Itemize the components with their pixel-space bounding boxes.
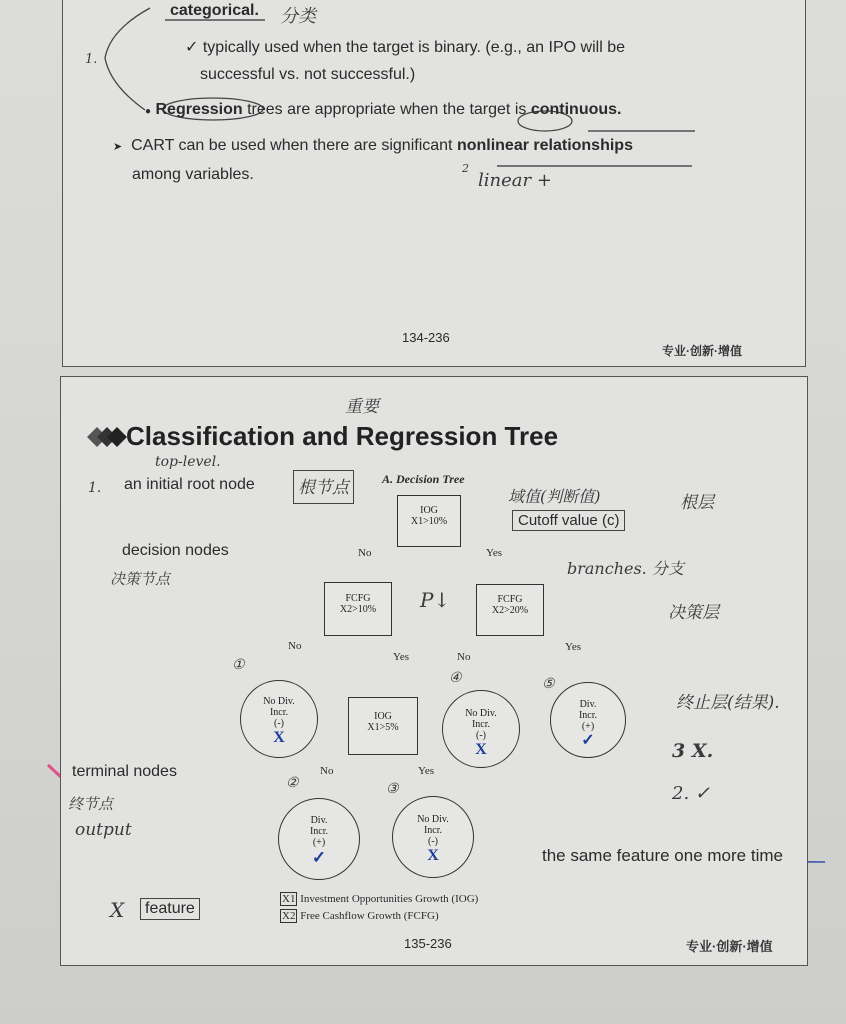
legend-row-2	[280, 908, 478, 925]
mid-node-line1: IOG	[374, 711, 392, 722]
leaf5-number: ⑤	[542, 676, 555, 692]
legend-text-2: Free Cashflow Growth (FCFG)	[300, 910, 439, 922]
categorical-note: 分类	[280, 6, 316, 27]
diagram-title: A. Decision Tree	[382, 472, 465, 486]
check-line-1: ✓ typically used when the target is binary. (e.g., an IPO will be	[185, 39, 625, 56]
decision-node-mid	[348, 697, 418, 755]
right-node-line1: FCFG	[497, 594, 523, 605]
edge-label-yes-left: Yes	[393, 651, 410, 663]
feature-legend	[280, 891, 478, 925]
cart-line-1: ➤ CART can be used when there are significant nonlinear relationships	[113, 137, 633, 154]
regression-continuous: continuous.	[530, 101, 622, 118]
cart-note: linear +	[478, 170, 552, 191]
page-title: Classification and Regression Tree	[126, 421, 559, 451]
mid-node-line2: X1>5%	[367, 722, 399, 733]
branches-note: branches. 分支	[567, 559, 684, 578]
item-number: 1.	[88, 480, 102, 496]
terminal-node-2	[278, 798, 360, 880]
decision-label: decision nodes	[122, 542, 229, 559]
page-number-bottom: 135-236	[404, 936, 452, 951]
cart-note-sup: 2	[462, 162, 469, 175]
root-layer-note: 根层	[680, 493, 714, 513]
leaf4-line3: (-)	[476, 730, 486, 741]
check-line-2: successful vs. not successful.)	[200, 66, 416, 83]
legend-code-1: X1	[282, 893, 296, 905]
cart-prefix: CART can be used when there are significant	[131, 137, 457, 154]
legend-row-1	[280, 891, 478, 908]
terminal-note-1: 终节点	[68, 795, 114, 813]
leaf3-number: ③	[386, 781, 399, 797]
brand-top: 专业·创新·增值	[662, 344, 742, 358]
leaf4-number: ④	[449, 670, 462, 686]
terminal-label: terminal nodes	[72, 763, 177, 780]
count-note-3: 3 X.	[672, 740, 714, 762]
decision-node-left	[324, 582, 392, 636]
brace-mark	[105, 8, 150, 110]
leaf2-line1: Div.	[310, 815, 328, 826]
terminal-node-4	[442, 690, 520, 768]
leaf1-number: ①	[232, 657, 245, 673]
edge-label-yes-right: Yes	[565, 641, 582, 653]
decision-note: 决策节点	[110, 570, 171, 588]
same-feature-note: the same feature one more time	[542, 846, 783, 865]
leaf5-line1: Div.	[579, 699, 597, 710]
categorical-label: categorical.	[170, 2, 259, 19]
regression-line: ● Regression trees are appropriate when the target is continuous.	[145, 101, 622, 118]
leaf4-line2: Incr.	[471, 719, 491, 730]
edge-label-yes-root: Yes	[486, 547, 503, 559]
edge-label-no-right: No	[457, 651, 471, 663]
brand-bottom: 专业·创新·增值	[686, 939, 773, 954]
threshold-note: 域值(判断值)	[508, 487, 601, 506]
leaf2-line2: Incr.	[309, 826, 329, 837]
leaf5-line2: Incr.	[578, 710, 598, 721]
edge-label-no-root: No	[358, 547, 372, 559]
leaf1-line2: Incr.	[269, 707, 289, 718]
leaf5-mark: ✓	[581, 732, 595, 749]
leaf3-mark: X	[427, 847, 439, 864]
root-note: 根节点	[293, 470, 354, 504]
left-node-line2: X2>10%	[339, 604, 377, 615]
root-label: an initial root node	[124, 476, 255, 493]
regression-is: is	[510, 101, 531, 118]
leaf1-line3: (-)	[274, 718, 284, 729]
feature-cross: X	[110, 898, 125, 922]
root-node-line2: X1>10%	[410, 516, 448, 527]
terminal-note-2: output	[75, 820, 132, 840]
legend-code-2: X2	[282, 910, 296, 922]
leaf2-mark: ✓	[311, 848, 327, 867]
leaf1-line1: No Div.	[263, 696, 295, 707]
cutoff-label: Cutoff value (c)	[512, 510, 625, 531]
regression-mid: trees are appropriate when the	[247, 101, 470, 118]
left-node-line1: FCFG	[345, 593, 371, 604]
decision-node-right	[476, 584, 544, 636]
regression-target: target	[469, 101, 511, 118]
leaf4-mark: X	[475, 741, 487, 758]
title-note: 重要	[345, 397, 379, 417]
top-level-note: top-level.	[155, 454, 221, 470]
cart-nonlinear: nonlinear relationships	[456, 137, 633, 154]
feature-label: feature	[140, 898, 200, 920]
margin-mark: 1.	[85, 52, 98, 67]
title-diamonds-icon	[85, 425, 129, 449]
leaf3-line1: No Div.	[417, 814, 449, 825]
root-node-line1: IOG	[420, 505, 438, 516]
leaf3-line2: Incr.	[423, 825, 443, 836]
decision-layer-note: 决策层	[668, 603, 719, 623]
leaf4-line1: No Div.	[465, 708, 497, 719]
leaf5-line3: (+)	[581, 721, 595, 732]
page-number-top: 134-236	[402, 330, 450, 345]
cart-line-2: among variables.	[132, 166, 254, 183]
edge-label-no-left: No	[288, 640, 302, 652]
leaf2-line3: (+)	[312, 837, 326, 848]
terminal-node-3	[392, 796, 474, 878]
terminal-layer-note: 终止层(结果).	[676, 693, 780, 713]
edge-label-yes-mid: Yes	[418, 765, 435, 777]
leaf3-line3: (-)	[428, 836, 438, 847]
count-note-2: 2. ✓	[672, 783, 710, 804]
root-node	[397, 495, 461, 547]
legend-text-1: Investment Opportunities Growth (IOG)	[300, 893, 479, 905]
edge-label-no-mid: No	[320, 765, 334, 777]
regression-word: Regression	[155, 101, 243, 118]
leaf2-number: ②	[286, 775, 299, 791]
leaf1-mark: X	[273, 729, 285, 746]
terminal-node-5	[550, 682, 626, 758]
terminal-node-1	[240, 680, 318, 758]
pl-note: P↓	[420, 588, 451, 612]
right-node-line2: X2>20%	[491, 605, 529, 616]
